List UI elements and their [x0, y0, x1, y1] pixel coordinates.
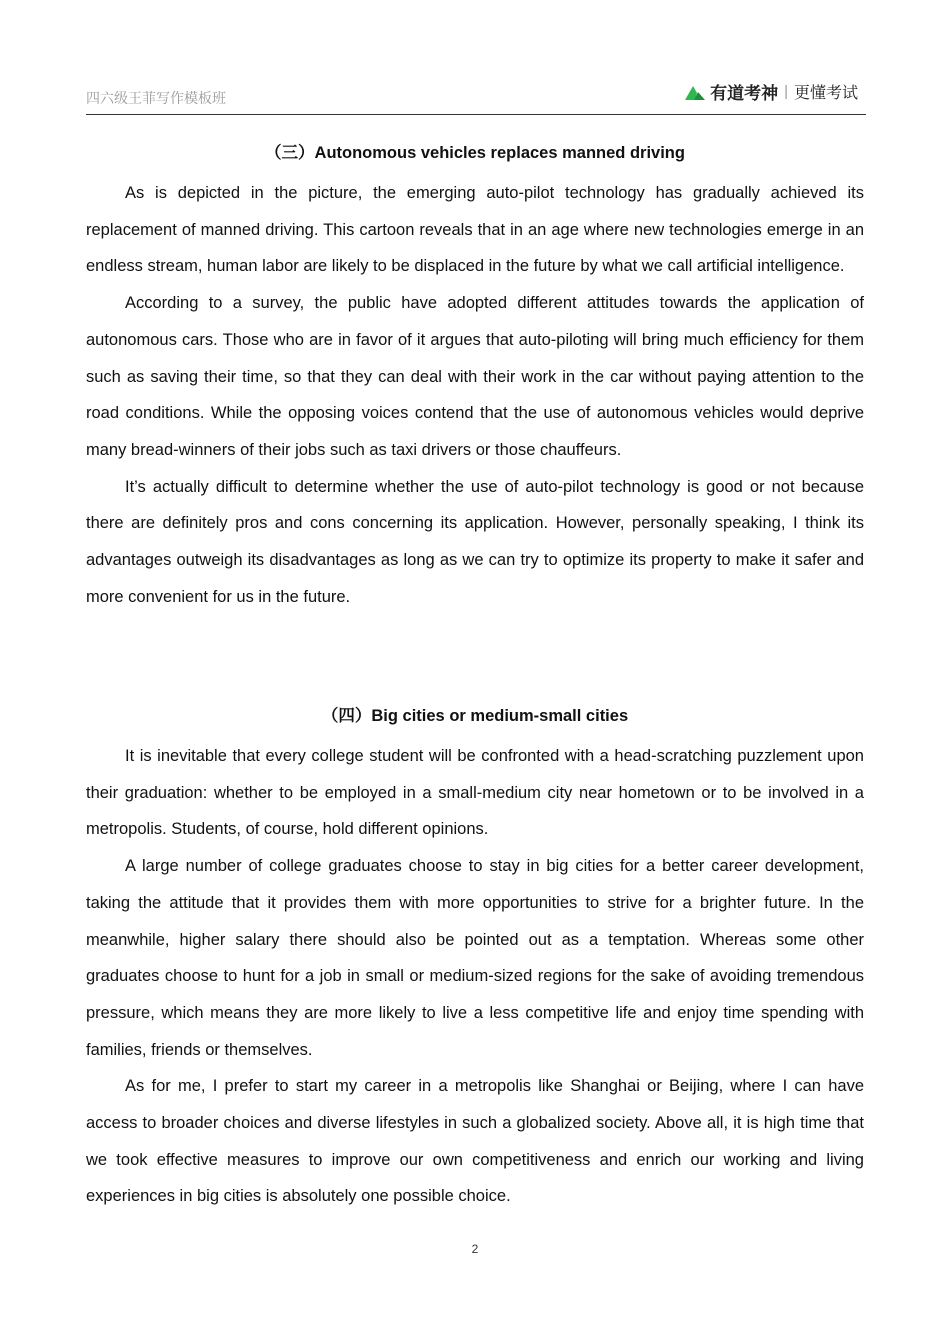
brand-slogan: 更懂考试 [793, 85, 858, 102]
section-title: （三）Autonomous vehicles replaces manned driving [265, 144, 685, 162]
page-header [86, 76, 866, 115]
paragraph: A large number of college graduates choose to stay in big cities for a better career development, taking the attitude that it provides them with more opportunities to strive for a brighter future. In the meanwhile, higher salary there should also be pointed out as a temptation. Whereas some other graduates choose to hunt for a job in small or medium-sized regions for the sake of avoiding tremendous pressure, which means they are more likely to live a less competitive life and enjoy time spending with families, friends or themselves. [86, 857, 864, 1059]
course-name: 四六级王菲写作模板班 [86, 90, 226, 106]
section-title: （四）Big cities or medium-small cities [321, 707, 629, 725]
paragraph: As is depicted in the picture, the emerging auto-pilot technology has gradually achieved its replacement of manned driving. This cartoon reveals that in an age where new technologies emerge in an endless stream, human labor are likely to be displaced in the future by what we call artificial intelligence. [86, 184, 864, 276]
essay-section-4 [86, 704, 864, 1215]
brand-logo [684, 79, 858, 104]
brand-name: 有道考神 [710, 84, 779, 103]
brand-logo-icon [684, 83, 706, 101]
page-number: 2 [471, 1242, 479, 1256]
brand-divider: | [784, 83, 788, 100]
paragraph: As for me, I prefer to start my career in a metropolis like Shanghai or Beijing, where I can have access to broader choices and diverse lifestyles in such a globalized society. Above all, it is high time that we took effective measures to improve our own competitiveness and enrich our working and living experiences in big cities is absolutely one possible choice. [86, 1077, 864, 1206]
paragraph: It’s actually difficult to determine whether the use of auto-pilot technology is good or not because there are definitely pros and cons concerning its application. However, personally speaking, I think its advantages outweigh its disadvantages as long as we can try to optimize its property to make it safer and more convenient for us in the future. [86, 477, 864, 606]
paragraph: It is inevitable that every college student will be confronted with a head-scratching puzzlement upon their graduation: whether to be employed in a small-medium city near hometown or to be involved in a metropolis. Students, of course, hold different opinions. [86, 747, 864, 839]
paragraph: According to a survey, the public have adopted different attitudes towards the application of autonomous cars. Those who are in favor of it argues that auto-piloting will bring much efficiency for them such as saving their time, so that they can deal with their work in the car without paying attention to the road conditions. While the opposing voices contend that the use of autonomous vehicles would deprive many bread-winners of their jobs such as taxi drivers or those chauffeurs. [86, 294, 864, 459]
essay-section-3 [86, 141, 864, 615]
